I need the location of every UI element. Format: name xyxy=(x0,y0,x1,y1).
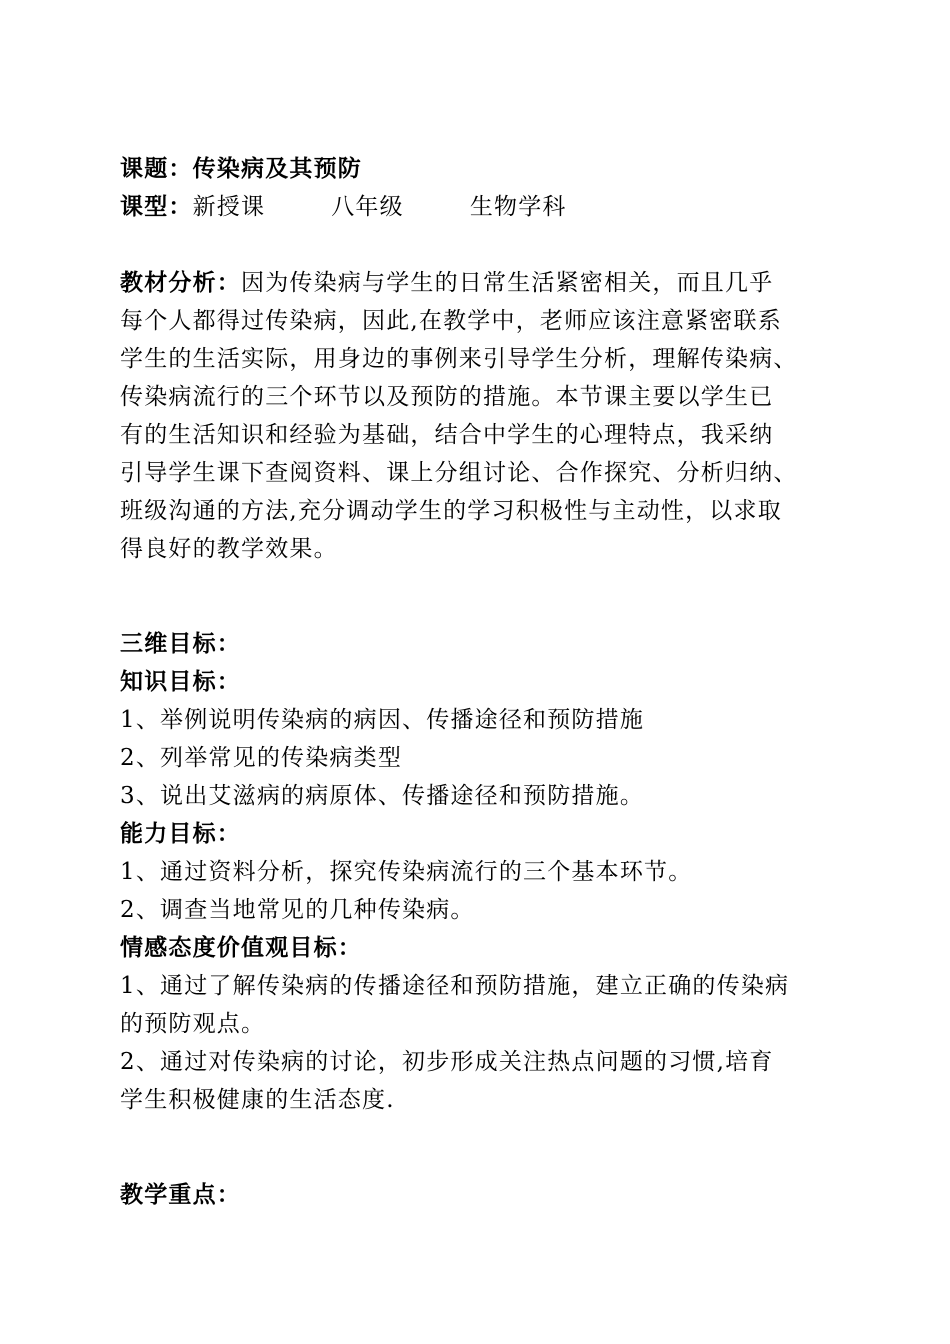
analysis-text-line: 有的生活知识和经验为基础，结合中学生的心理特点，我采纳 xyxy=(120,422,774,448)
lesson-type-line xyxy=(120,188,832,226)
list-item: 2、列举常见的传染病类型 xyxy=(120,745,403,771)
key-points-heading: 教学重点： xyxy=(120,1182,241,1208)
title-value: 传染病及其预防 xyxy=(192,156,363,182)
list-item: 1、举例说明传染病的病因、传播途径和预防措施 xyxy=(120,707,645,733)
grade-text: 八年级 xyxy=(331,194,404,220)
list-item: 的预防观点。 xyxy=(120,1011,266,1037)
subject-text: 生物学科 xyxy=(469,194,567,220)
analysis-text-line: 每个人都得过传染病，因此,在教学中，老师应该注意紧密联系 xyxy=(120,308,782,334)
title-label: 课题： xyxy=(120,156,193,182)
document-page xyxy=(120,150,832,1214)
analysis-text-line: 班级沟通的方法,充分调动学生的学习积极性与主动性，以求取 xyxy=(120,498,782,524)
list-item: 2、通过对传染病的讨论，初步形成关注热点问题的习惯,培育 xyxy=(120,1049,774,1075)
analysis-label: 教材分析： xyxy=(120,270,241,296)
title-line xyxy=(120,150,832,188)
objectives-section xyxy=(120,625,832,1119)
list-item: 3、说出艾滋病的病原体、传播途径和预防措施。 xyxy=(120,783,645,809)
analysis-line xyxy=(120,264,832,302)
analysis-text-line: 得良好的教学效果。 xyxy=(120,536,338,562)
list-item: 1、通过了解传染病的传播途径和预防措施，建立正确的传染病 xyxy=(120,973,790,999)
analysis-text-line: 因为传染病与学生的日常生活紧密相关，而且几乎 xyxy=(241,270,774,296)
ability-heading: 能力目标： xyxy=(120,821,241,847)
analysis-section xyxy=(120,264,832,568)
list-item: 1、通过资料分析，探究传染病流行的三个基本环节。 xyxy=(120,859,693,885)
list-item: 2、调查当地常见的几种传染病。 xyxy=(120,897,475,923)
objectives-heading: 三维目标： xyxy=(120,631,241,657)
analysis-text-line: 学生的生活实际，用身边的事例来引导学生分析，理解传染病、 xyxy=(120,346,798,372)
list-item: 学生积极健康的生活态度. xyxy=(120,1087,395,1113)
knowledge-heading: 知识目标： xyxy=(120,669,241,695)
lesson-type-label: 课型： xyxy=(120,194,193,220)
lesson-type-value: 新授课 xyxy=(192,194,266,220)
analysis-text-line: 传染病流行的三个环节以及预防的措施。本节课主要以学生已 xyxy=(120,384,774,410)
values-heading: 情感态度价值观目标： xyxy=(120,935,362,961)
analysis-text-line: 引导学生课下查阅资料、课上分组讨论、合作探究、分析归纳、 xyxy=(120,460,798,486)
